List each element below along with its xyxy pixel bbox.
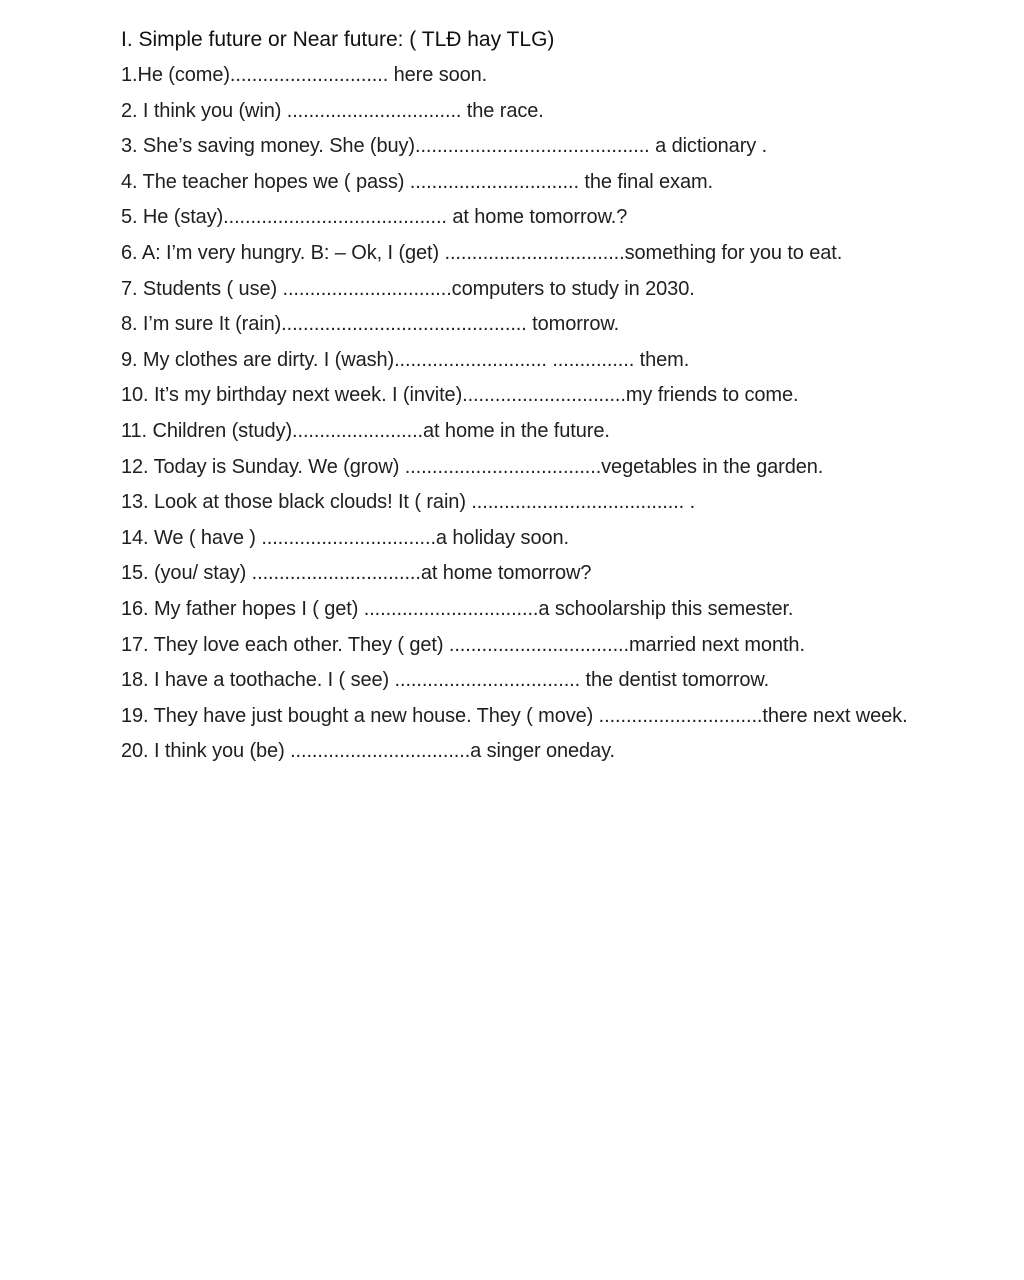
exercise-item: 7. Students ( use) ...............................computers to study in 2030. <box>121 277 695 300</box>
exercise-item: 17. They love each other. They ( get) .................................married next month. <box>121 633 805 656</box>
exercise-item: 5. He (stay)......................................... at home tomorrow.? <box>121 206 628 229</box>
section-heading: I. Simple future or Near future: ( TLĐ hay TLG) <box>121 28 555 51</box>
exercise-item: 13. Look at those black clouds! It ( rain) ....................................... . <box>121 491 696 514</box>
exercise-item: 16. My father hopes I ( get) ................................a schoolarship this semester. <box>121 597 794 620</box>
exercise-item: 3. She’s saving money. She (buy)........................................... a dictionary . <box>121 135 768 158</box>
exercise-item: 14. We ( have ) ................................a holiday soon. <box>121 526 569 549</box>
exercise-item: 2. I think you (win) ................................ the race. <box>121 99 544 122</box>
exercise-item: 8. I’m sure It (rain)............................................. tomorrow. <box>121 313 620 336</box>
exercise-item: 9. My clothes are dirty. I (wash)............................ ............... them. <box>121 348 690 371</box>
exercise-item: 19. They have just bought a new house. They ( move) ..............................there next week. <box>121 704 908 727</box>
exercise-item: 10. It’s my birthday next week. I (invite)..............................my friends to come. <box>121 384 799 407</box>
exercise-item: 20. I think you (be) .................................a singer oneday. <box>121 740 615 763</box>
exercise-item: 6. A: I’m very hungry. B: – Ok, I (get) .................................something for you to eat. <box>121 241 843 264</box>
exercise-item: 18. I have a toothache. I ( see) .................................. the dentist tomorrow. <box>121 669 770 692</box>
exercise-item: 11. Children (study)........................at home in the future. <box>121 419 610 442</box>
exercise-item: 1.He (come)............................. here soon. <box>121 64 488 86</box>
exercise-item: 4. The teacher hopes we ( pass) ............................... the final exam. <box>121 170 713 193</box>
exercise-list <box>121 61 908 773</box>
exercise-item: 12. Today is Sunday. We (grow) ....................................vegetables in the garden. <box>121 455 824 478</box>
exercise-item: 15. (you/ stay) ...............................at home tomorrow? <box>121 562 592 585</box>
